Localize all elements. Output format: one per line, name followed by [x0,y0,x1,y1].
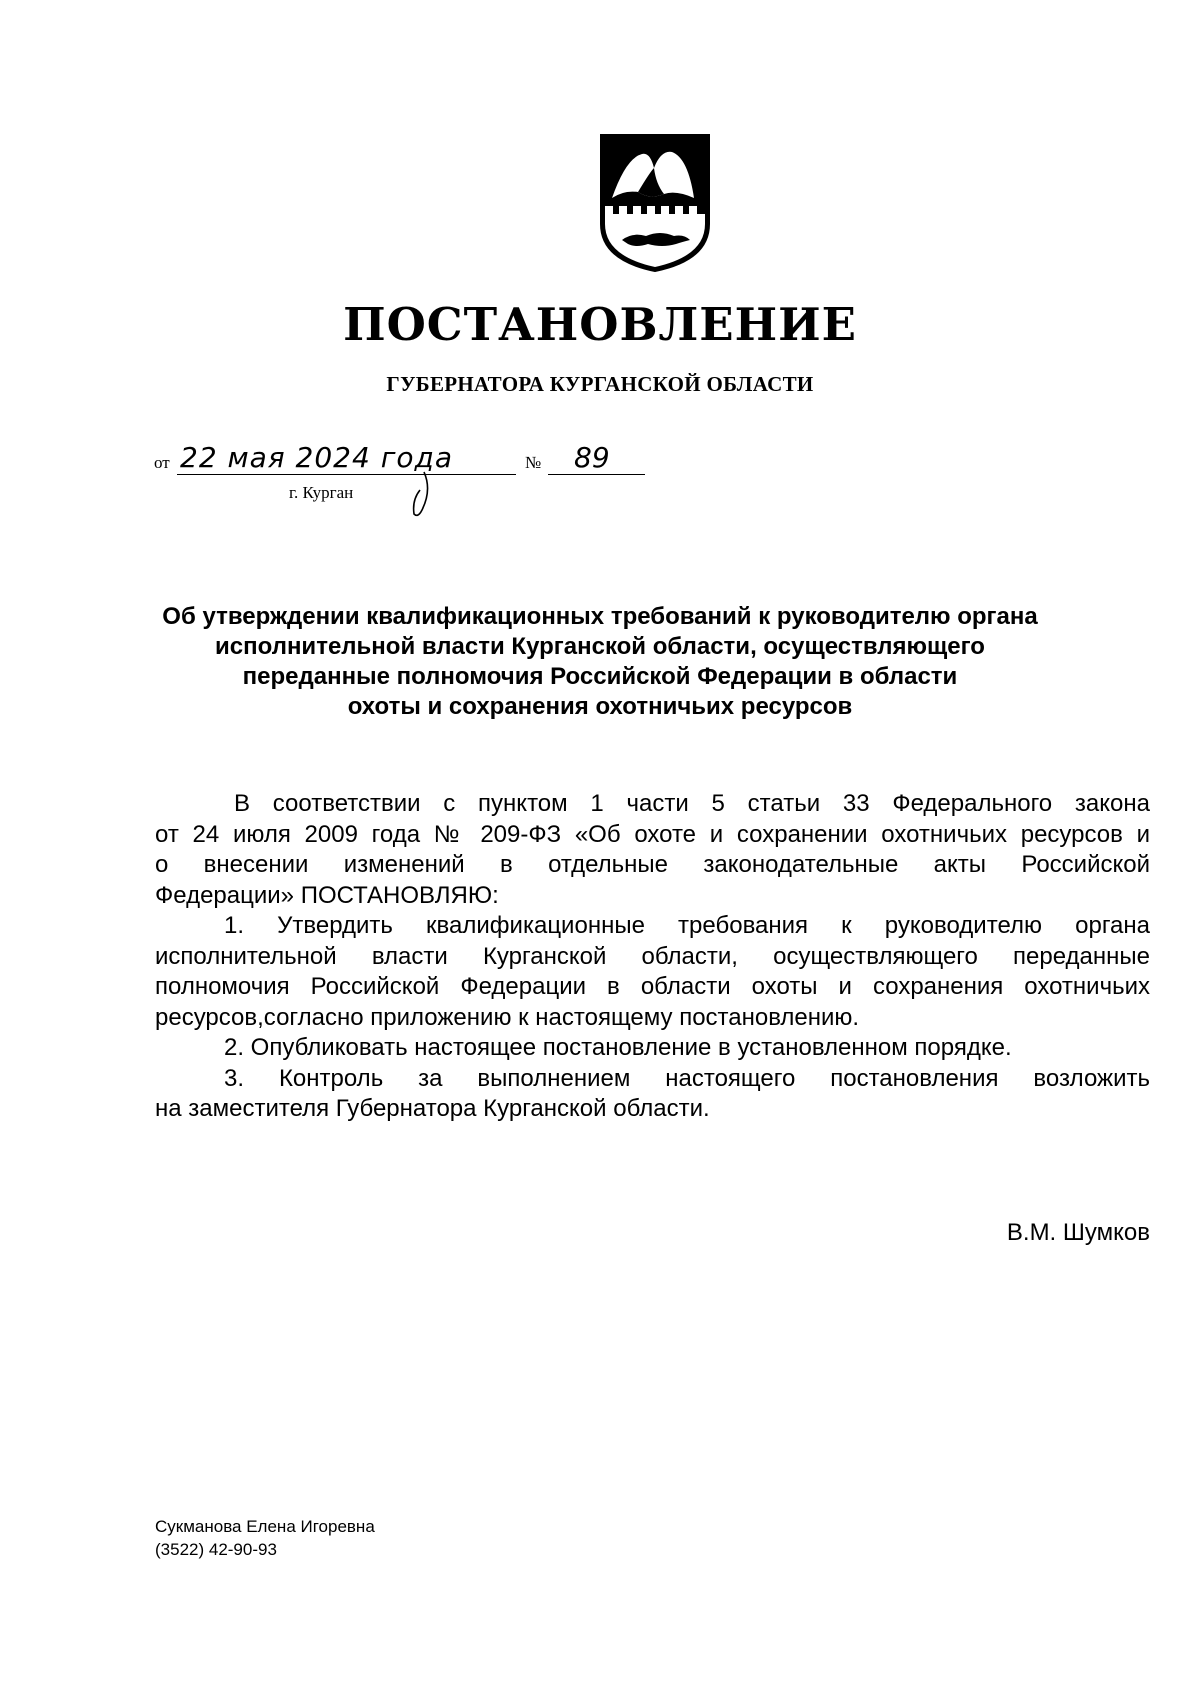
body-line: ресурсов,согласно приложению к настоящему постановлению. [155,1003,860,1031]
body-line: полномочия Российской Федерации в области охоты и сохранения охотничьих [155,973,1150,1000]
resolution-heading [140,602,1060,722]
issuer-subtitle: ГУБЕРНАТОРА КУРГАНСКОЙ ОБЛАСТИ [386,372,814,396]
body-line: Федерации» ПОСТАНОВЛЯЮ: [155,881,499,909]
number-underline [548,474,645,475]
heading-line: Об утверждении квалификационных требований к руководителю органа [162,603,1038,630]
handwritten-number: 89 [574,441,610,474]
body-line: В соответствии с пунктом 1 части 5 статьи 33 Федерального закона [234,790,1150,817]
body-line: от 24 июля 2009 года № 209-ФЗ «Об охоте и сохранении охотничьих ресурсов и [155,820,1150,848]
number-label: № [525,453,542,472]
heading-line: переданные полномочия Российской Федерации в области [242,663,958,690]
handwritten-date: 22 мая 2024 года [180,441,454,474]
body-line: на заместителя Губернатора Курганской области. [155,1095,710,1122]
executor-block [155,1515,375,1561]
resolution-body [155,789,1150,1125]
heading-line: охоты и сохранения охотничьих ресурсов [347,693,853,720]
body-line: 2. Опубликовать настоящее постановление в установленном порядке. [224,1034,1012,1061]
signatory-name: В.М. Шумков [1006,1219,1150,1246]
executor-name: Сукманова Елена Игоревна [155,1517,375,1536]
date-prefix-label: от [154,453,170,472]
document-title: ПОСТАНОВЛЕНИЕ [343,298,857,351]
body-line: 1. Утвердить квалификационные требования к руководителю органа [224,912,1150,939]
body-line: исполнительной власти Курганской области, осуществляющего переданные [155,942,1150,970]
heading-line: исполнительной власти Курганской области, осуществляющего [215,633,985,660]
handwriting-stroke [410,470,440,520]
kurgan-coat-of-arms-icon [598,132,712,274]
body-line: 3. Контроль за выполнением настоящего постановления возложить [224,1064,1150,1092]
date-underline [177,474,516,475]
executor-phone: (3522) 42-90-93 [155,1540,277,1559]
body-line: о внесении изменений в отдельные законодательные акты Российской [155,851,1150,878]
city-label: г. Курган [289,483,354,502]
